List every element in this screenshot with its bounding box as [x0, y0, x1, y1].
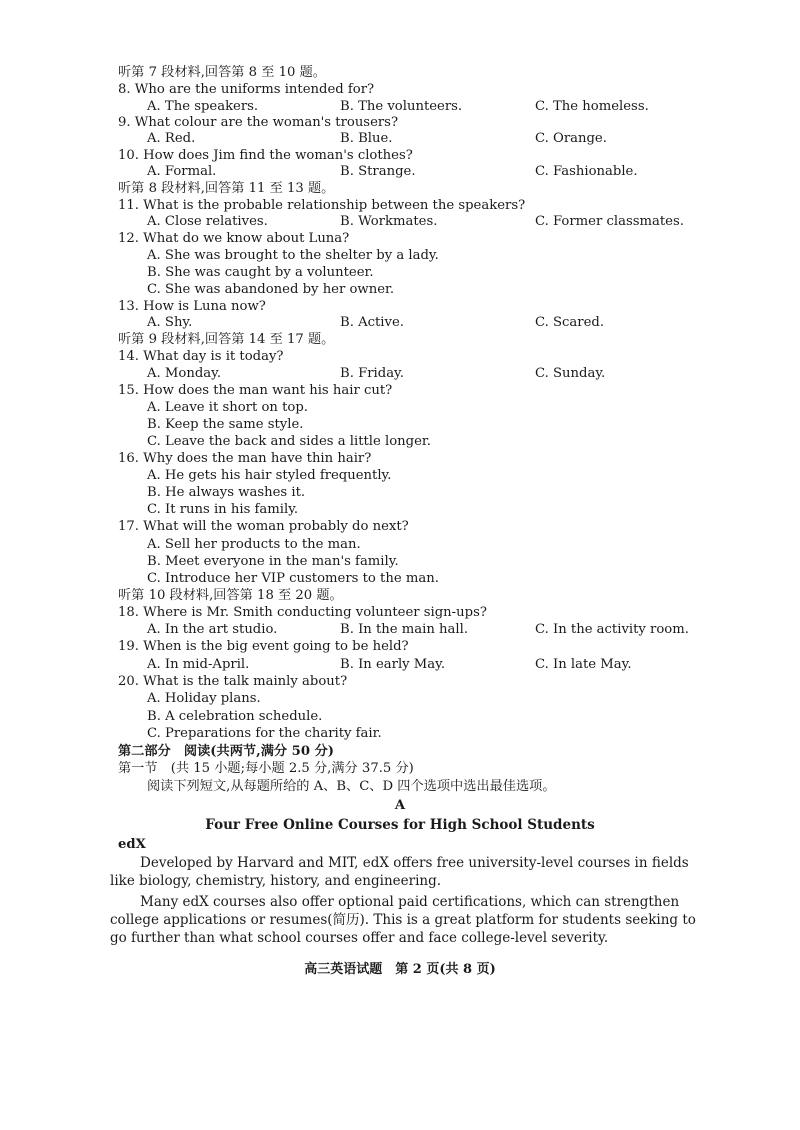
- question-17-option-b: B. Meet everyone in the man's family.: [147, 554, 399, 569]
- option-b: B. Strange.: [340, 164, 416, 179]
- question-8-options: [0, 98, 800, 115]
- section-header: 听第 7 段材料,回答第 8 至 10 题。: [118, 65, 326, 80]
- question-16-option-a: A. He gets his hair styled frequently.: [147, 468, 392, 483]
- option-c: C. Orange.: [535, 131, 607, 146]
- part-header: 第二部分 阅读(共两节,满分 50 分): [118, 744, 335, 759]
- paragraph: Developed by Harvard and MIT, edX offers free university-level courses in fields like biology, chemistry, history, and engineering.: [110, 855, 689, 889]
- option-a: A. Monday.: [147, 366, 222, 381]
- question-13-options: [0, 314, 800, 331]
- question-15: 15. How does the man want his hair cut?: [118, 383, 393, 398]
- option-c: C. Fashionable.: [535, 164, 638, 179]
- section-header: 听第 8 段材料,回答第 11 至 13 题。: [118, 181, 335, 196]
- option-c: C. In the activity room.: [535, 622, 689, 637]
- question-11: 11. What is the probable relationship between the speakers?: [118, 198, 526, 213]
- paragraph: Many edX courses also offer optional paid certifications, which can strengthen college applications or resumes(简历). This is a great platform for students seeking to go further than what school courses offer and face college-level severity.: [110, 894, 696, 946]
- question-14: 14. What day is it today?: [118, 349, 284, 364]
- page-footer: 高三英语试题 第 2 页(共 8 页): [304, 962, 496, 977]
- question-20: 20. What is the talk mainly about?: [118, 674, 348, 689]
- option-b: B. Friday.: [340, 366, 404, 381]
- question-10: 10. How does Jim find the woman's clothes?: [118, 148, 413, 163]
- question-15-option-b: B. Keep the same style.: [147, 417, 304, 432]
- question-15-option-a: A. Leave it short on top.: [147, 400, 308, 415]
- section-header: 第一节 (共 15 小题;每小题 2.5 分,满分 37.5 分): [118, 761, 414, 776]
- question-12: 12. What do we know about Luna?: [118, 231, 350, 246]
- question-18-options: [0, 621, 800, 638]
- option-a: A. Formal.: [147, 164, 217, 179]
- question-14-options: [0, 365, 800, 382]
- option-b: B. In the main hall.: [340, 622, 469, 637]
- question-16-option-b: B. He always washes it.: [147, 485, 306, 500]
- option-c: C. Former classmates.: [535, 214, 684, 229]
- question-12-option-a: A. She was brought to the shelter by a lady.: [147, 248, 439, 263]
- question-16: 16. Why does the man have thin hair?: [118, 451, 372, 466]
- option-b: B. Blue.: [340, 131, 393, 146]
- option-a: A. Shy.: [147, 315, 193, 330]
- option-a: A. In mid-April.: [147, 657, 250, 672]
- question-19: 19. When is the big event going to be held?: [118, 639, 409, 654]
- option-b: B. Workmates.: [340, 214, 438, 229]
- question-8: 8. Who are the uniforms intended for?: [118, 82, 375, 97]
- option-b: B. The volunteers.: [340, 99, 463, 114]
- option-b: B. In early May.: [340, 657, 446, 672]
- option-c: C. In late May.: [535, 657, 632, 672]
- question-17-option-c: C. Introduce her VIP customers to the man.: [147, 571, 439, 586]
- question-13: 13. How is Luna now?: [118, 299, 266, 314]
- question-20-option-a: A. Holiday plans.: [147, 691, 261, 706]
- section-header: 听第 10 段材料,回答第 18 至 20 题。: [118, 588, 343, 603]
- option-c: C. The homeless.: [535, 99, 649, 114]
- option-b: B. Active.: [340, 315, 404, 330]
- option-a: A. Red.: [147, 131, 196, 146]
- passage-title: Four Free Online Courses for High School Students: [205, 817, 595, 833]
- question-16-option-c: C. It runs in his family.: [147, 502, 299, 517]
- question-17: 17. What will the woman probably do next?: [118, 519, 409, 534]
- course-name: edX: [118, 837, 146, 852]
- question-20-option-b: B. A celebration schedule.: [147, 709, 323, 724]
- question-9-options: [0, 130, 800, 147]
- passage-letter: A: [394, 798, 406, 813]
- option-a: A. Close relatives.: [147, 214, 268, 229]
- question-20-option-c: C. Preparations for the charity fair.: [147, 726, 382, 741]
- question-18: 18. Where is Mr. Smith conducting volunteer sign-ups?: [118, 605, 487, 620]
- question-12-option-c: C. She was abandoned by her owner.: [147, 282, 395, 297]
- option-c: C. Sunday.: [535, 366, 606, 381]
- question-17-option-a: A. Sell her products to the man.: [147, 537, 361, 552]
- question-10-options: [0, 163, 800, 180]
- question-15-option-c: C. Leave the back and sides a little longer.: [147, 434, 431, 449]
- option-a: A. The speakers.: [147, 99, 259, 114]
- question-9: 9. What colour are the woman's trousers?: [118, 115, 399, 130]
- section-header: 听第 9 段材料,回答第 14 至 17 题。: [118, 332, 335, 347]
- question-11-options: [0, 213, 800, 230]
- question-19-options: [0, 656, 800, 673]
- question-12-option-b: B. She was caught by a volunteer.: [147, 265, 374, 280]
- instructions: 阅读下列短文,从每题所给的 A、B、C、D 四个选项中选出最佳选项。: [147, 779, 556, 794]
- option-c: C. Scared.: [535, 315, 605, 330]
- option-a: A. In the art studio.: [147, 622, 278, 637]
